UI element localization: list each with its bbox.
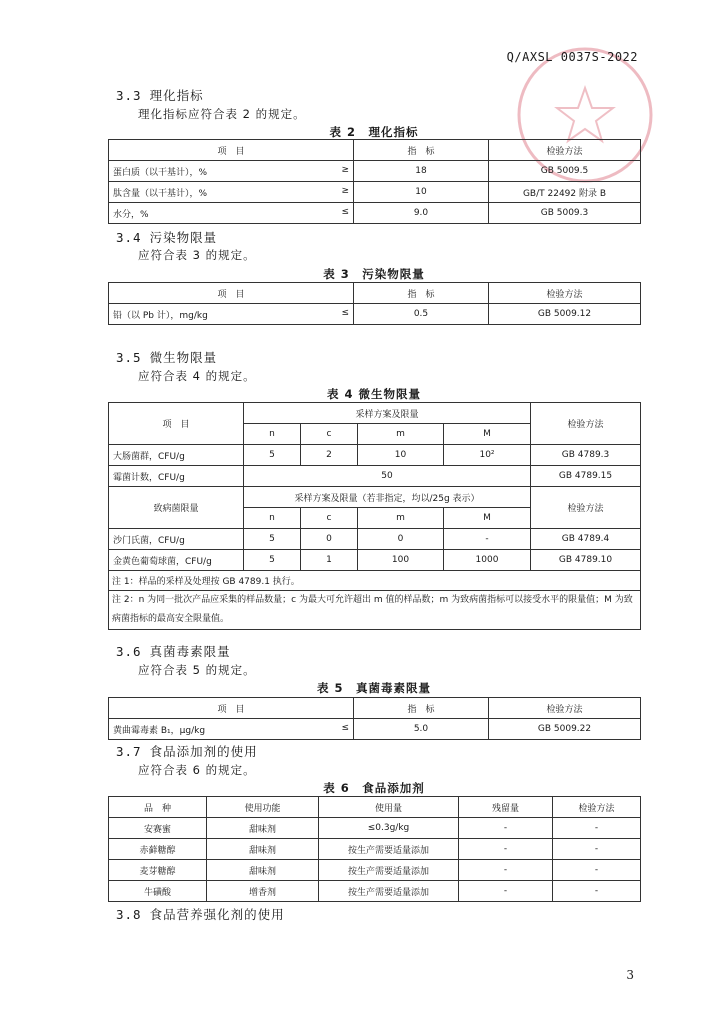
header-function: 使用功能 — [207, 797, 319, 818]
method-cell: GB 5009.22 — [489, 719, 641, 740]
section-3-4-heading — [116, 228, 217, 246]
header-plan: 采样方案及限量（若非指定，均以/25g 表示） — [244, 487, 531, 508]
table-2-caption: 表 2 理化指标 — [329, 125, 419, 139]
table-6 — [108, 796, 641, 902]
section-3-7-intro: 应符合表 6 的规定。 — [138, 763, 256, 777]
section-number: 3.4 — [116, 230, 142, 245]
residue-cell: - — [459, 839, 553, 860]
method-cell: - — [553, 860, 641, 881]
section-title: 理化指标 — [149, 88, 204, 103]
section-3-5-heading — [116, 348, 217, 366]
header-value: 指 标 — [354, 698, 489, 719]
method-cell: GB 5009.5 — [489, 161, 641, 182]
section-3-3-intro: 理化指标应符合表 2 的规定。 — [138, 107, 306, 121]
header-plan: 采样方案及限量 — [244, 403, 531, 424]
section-number: 3.6 — [116, 644, 142, 659]
table-2 — [108, 139, 641, 224]
table-note-row — [109, 571, 641, 591]
table-header-row — [109, 140, 641, 161]
section-3-3-heading — [116, 86, 204, 104]
table-4 — [108, 402, 641, 630]
table-row — [109, 529, 641, 550]
section-title: 真菌毒素限量 — [149, 644, 231, 659]
header-item: 项 目 — [109, 140, 354, 161]
header-item: 项 目 — [109, 403, 244, 445]
table-5 — [108, 697, 641, 740]
method-cell: GB 5009.12 — [489, 304, 641, 325]
header-method: 检验方法 — [489, 140, 641, 161]
usage-cell: 按生产需要适量添加 — [319, 881, 459, 902]
header-residue: 残留量 — [459, 797, 553, 818]
m-cell: 10 — [358, 445, 444, 466]
section-3-7-heading — [116, 742, 258, 760]
table-5-caption: 表 5 真菌毒素限量 — [316, 681, 431, 695]
header-method: 检验方法 — [531, 403, 641, 445]
item-cell: 黄曲霉毒素 B₁，μg/kg — [113, 725, 206, 736]
item-cell: 金黄色葡萄球菌，CFU/g — [109, 550, 244, 571]
n-cell: 5 — [244, 445, 301, 466]
table-note: 注 2：n 为同一批次产品应采集的样品数量；c 为最大可允许超出 m 值的样品数；m 为致病菌指标可以接受水平的限量值；M 为致病菌指标的最高安全限量值。 — [109, 591, 641, 630]
value-cell: 5.0 — [354, 719, 489, 740]
table-row — [109, 839, 641, 860]
method-cell: - — [553, 818, 641, 839]
method-cell: GB 5009.3 — [489, 203, 641, 224]
header-n: n — [244, 424, 301, 445]
page-number: 3 — [626, 968, 634, 982]
table-row — [109, 860, 641, 881]
table-row — [109, 818, 641, 839]
n-cell: 5 — [244, 550, 301, 571]
header-m: m — [358, 424, 444, 445]
header-item: 项 目 — [109, 698, 354, 719]
header-item: 致病菌限量 — [109, 487, 244, 529]
value-cell: 50 — [244, 466, 531, 487]
residue-cell: - — [459, 881, 553, 902]
name-cell: 麦芽糖醇 — [109, 860, 207, 881]
method-cell: GB 4789.10 — [531, 550, 641, 571]
M-cell: 1000 — [444, 550, 531, 571]
header-method: 检验方法 — [531, 487, 641, 529]
method-cell: GB 4789.4 — [531, 529, 641, 550]
document-number: Q/AXSL 0037S-2022 — [506, 50, 638, 64]
usage-cell: 按生产需要适量添加 — [319, 839, 459, 860]
section-title: 食品添加剂的使用 — [149, 744, 258, 759]
item-cell: 蛋白质（以干基计），% — [113, 167, 208, 178]
method-cell: GB 4789.15 — [531, 466, 641, 487]
compare-symbol: ≤ — [341, 722, 349, 733]
usage-cell: ≤0.3g/kg — [319, 818, 459, 839]
M-cell: - — [444, 529, 531, 550]
name-cell: 赤藓糖醇 — [109, 839, 207, 860]
section-title: 食品营养强化剂的使用 — [149, 907, 285, 922]
header-m: m — [358, 508, 444, 529]
compare-symbol: ≤ — [341, 307, 349, 318]
table-row — [109, 550, 641, 571]
table-row — [109, 203, 641, 224]
header-name: 品 种 — [109, 797, 207, 818]
table-row — [109, 466, 641, 487]
function-cell: 甜味剂 — [207, 860, 319, 881]
header-c: c — [301, 508, 358, 529]
section-3-6-intro: 应符合表 5 的规定。 — [138, 663, 256, 677]
section-3-4-intro: 应符合表 3 的规定。 — [138, 248, 256, 262]
table-note-row — [109, 591, 641, 630]
function-cell: 甜味剂 — [207, 818, 319, 839]
table-row — [109, 881, 641, 902]
section-number: 3.3 — [116, 88, 142, 103]
header-method: 检验方法 — [489, 283, 641, 304]
method-cell: - — [553, 881, 641, 902]
method-cell: GB 4789.3 — [531, 445, 641, 466]
name-cell: 牛磺酸 — [109, 881, 207, 902]
value-cell: 10 — [354, 182, 489, 203]
table-header-row — [109, 698, 641, 719]
table-note: 注 1：样品的采样及处理按 GB 4789.1 执行。 — [109, 571, 641, 591]
table-header-row — [109, 283, 641, 304]
header-method: 检验方法 — [553, 797, 641, 818]
section-number: 3.5 — [116, 350, 142, 365]
table-3-caption: 表 3 污染物限量 — [323, 267, 425, 281]
c-cell: 1 — [301, 550, 358, 571]
c-cell: 0 — [301, 529, 358, 550]
M-cell: 10² — [444, 445, 531, 466]
section-3-8-heading — [116, 905, 285, 923]
table-row — [109, 161, 641, 182]
header-value: 指 标 — [354, 140, 489, 161]
table-row — [109, 182, 641, 203]
value-cell: 0.5 — [354, 304, 489, 325]
header-c: c — [301, 424, 358, 445]
method-cell: - — [553, 839, 641, 860]
c-cell: 2 — [301, 445, 358, 466]
section-3-6-heading — [116, 642, 231, 660]
table-row — [109, 445, 641, 466]
header-M: M — [444, 508, 531, 529]
item-cell: 大肠菌群，CFU/g — [109, 445, 244, 466]
compare-symbol: ≥ — [341, 185, 349, 196]
section-number: 3.7 — [116, 744, 142, 759]
m-cell: 0 — [358, 529, 444, 550]
header-item: 项 目 — [109, 283, 354, 304]
section-number: 3.8 — [116, 907, 142, 922]
value-cell: 9.0 — [354, 203, 489, 224]
table-header-row — [109, 403, 641, 424]
header-value: 指 标 — [354, 283, 489, 304]
header-method: 检验方法 — [489, 698, 641, 719]
section-3-5-intro: 应符合表 4 的规定。 — [138, 369, 256, 383]
function-cell: 增香剂 — [207, 881, 319, 902]
usage-cell: 按生产需要适量添加 — [319, 860, 459, 881]
table-row — [109, 304, 641, 325]
item-cell: 沙门氏菌，CFU/g — [109, 529, 244, 550]
residue-cell: - — [459, 860, 553, 881]
n-cell: 5 — [244, 529, 301, 550]
item-cell: 铅（以 Pb 计），mg/kg — [113, 310, 208, 321]
table-6-caption: 表 6 食品添加剂 — [323, 781, 425, 795]
compare-symbol: ≥ — [341, 164, 349, 175]
table-4-caption: 表 4 微生物限量 — [326, 387, 421, 401]
item-cell: 霉菌计数，CFU/g — [109, 466, 244, 487]
table-header-row — [109, 797, 641, 818]
value-cell: 18 — [354, 161, 489, 182]
header-n: n — [244, 508, 301, 529]
item-cell: 水分，% — [113, 209, 149, 220]
table-header-row — [109, 487, 641, 508]
m-cell: 100 — [358, 550, 444, 571]
residue-cell: - — [459, 818, 553, 839]
section-title: 微生物限量 — [149, 350, 218, 365]
item-cell: 肽含量（以干基计），% — [113, 188, 208, 199]
function-cell: 甜味剂 — [207, 839, 319, 860]
name-cell: 安赛蜜 — [109, 818, 207, 839]
section-title: 污染物限量 — [149, 230, 218, 245]
method-cell: GB/T 22492 附录 B — [489, 182, 641, 203]
table-3 — [108, 282, 641, 325]
header-usage: 使用量 — [319, 797, 459, 818]
table-row — [109, 719, 641, 740]
header-M: M — [444, 424, 531, 445]
compare-symbol: ≤ — [341, 206, 349, 217]
